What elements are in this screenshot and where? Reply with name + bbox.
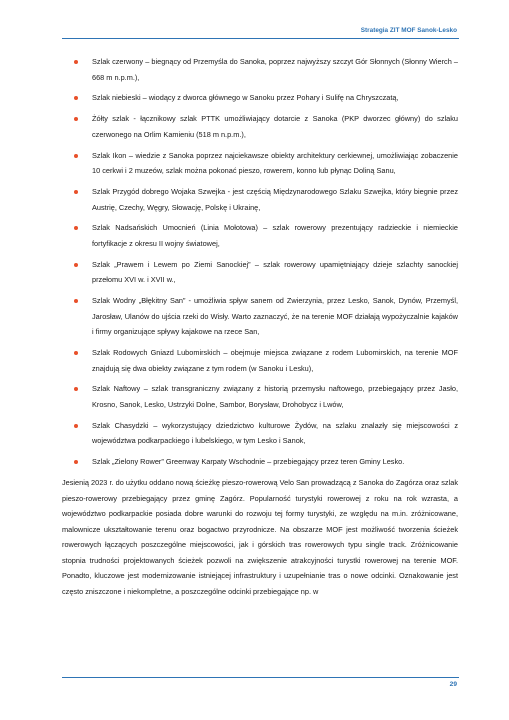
list-item xyxy=(62,381,458,412)
list-item-text: Szlak Wodny „Błękitny San” - umożliwia spływ sanem od Zwierzynia, przez Lesko, Sanok, Dynów, Przemyśl, Jarosław, Ulanów do ujścia rzeki do Wisły. Warto zaznaczyć, że na terenie MOF działają wypożyczalnie kajaków i firmy organizujące spływy kajakowe na rzece San, xyxy=(92,296,458,337)
list-item xyxy=(62,148,458,179)
page-body xyxy=(62,54,458,600)
list-item-text: Szlak Przygód dobrego Wojaka Szwejka - jest częścią Międzynarodowego Szlaku Szwejka, który biegnie przez Austrię, Czechy, Węgry, Słowację, Polskę i Ukrainę, xyxy=(92,186,458,212)
bullet-icon xyxy=(74,226,78,230)
list-item-text: Szlak „Prawem i Lewem po Ziemi Sanockiej” – szlak rowerowy upamiętniający dzieje szlachty sanockiej przełomu XVI w. i XVII w., xyxy=(92,259,458,285)
bullet-icon xyxy=(74,96,78,100)
bullet-icon xyxy=(74,424,78,428)
bullet-icon xyxy=(74,60,78,64)
trail-list xyxy=(62,54,458,470)
bullet-icon xyxy=(74,351,78,355)
list-item xyxy=(62,111,458,142)
list-item xyxy=(62,184,458,215)
list-item xyxy=(62,418,458,449)
bullet-icon xyxy=(74,387,78,391)
bullet-icon xyxy=(74,299,78,303)
list-item xyxy=(62,54,458,85)
list-item-text: Szlak Ikon – wiedzie z Sanoka poprzez najciekawsze obiekty architektury cerkiewnej, umożliwiając zobaczenie 10 cerkwi i 2 muzeów, szlak można pokonać pieszo, rowerem, konno lub płynąc Doliną Sanu, xyxy=(92,150,458,176)
header-divider xyxy=(62,38,459,39)
list-item xyxy=(62,257,458,288)
list-item-text: Szlak Chasydzki – wykorzystujący dziedzictwo kulturowe Żydów, na szlaku znalazły się miejscowości z województwa podkarpackiego i lubelskiego, w tym Lesko i Sanok, xyxy=(92,420,458,446)
list-item-text: Szlak niebieski – wiodący z dworca głównego w Sanoku przez Pohary i Sulifę na Chryszczatą, xyxy=(92,93,399,103)
list-item xyxy=(62,345,458,376)
footer-divider xyxy=(62,677,459,678)
list-item-text: Szlak Rodowych Gniazd Lubomirskich – obejmuje miejsca związane z rodem Lubomirskich, na terenie MOF znajdują się dwa obiekty związane z tym rodem (w Sanoku i Lesku), xyxy=(92,348,458,373)
list-item xyxy=(62,220,458,251)
list-item-text: Szlak Nadsańskich Umocnień (Linia Mołotowa) – szlak rowerowy prezentujący radzieckie i niemieckie fortyfikacje z okresu II wojny światowej, xyxy=(92,223,458,248)
page-number: 29 xyxy=(449,681,457,688)
bullet-icon xyxy=(74,117,78,121)
bullet-icon xyxy=(74,460,78,464)
bullet-icon xyxy=(74,190,78,194)
body-paragraph: Jesienią 2023 r. do użytku oddano nową ścieżkę pieszo-rowerową Velo San prowadzącą z Sanoka do Zagórza oraz szlak pieszo-rowerowy przebiegający przez gminę Zagórz. Popularność turystyki rowerowej z roku na rok wzrasta, a województwo podkarpackie posiada dobre warunki do rozwoju tej formy turystyki, ze względu na m.in. zróżnicowane, malownicze ukształtowanie terenu oraz bogactwo przyrodnicze. Na obszarze MOF jest możliwość tworzenia ścieżek rowerowych łączących poszczególne miejscowości, jak i górskich tras rowerowych typu single track. Zróżnicowanie stopnia trudności projektowanych ścieżek pozwoli na zwiększenie atrakcyjności turystki rowerowej na terenie MOF. Ponadto, kluczowe jest modernizowanie istniejącej infrastruktury i uzupełnianie tras o nowe odcinki. Oznakowanie jest często zniszczone i niekompletne, a poszczególne odcinki przebiegające np. w xyxy=(62,477,458,597)
list-item-text: Żółty szlak - łącznikowy szlak PTTK umożliwiający dotarcie z Sanoka (PKP dworzec główny) do szlaku czerwonego na Orlim Kamieniu (518 m n.p.m.), xyxy=(92,114,458,139)
list-item xyxy=(62,90,458,106)
list-item xyxy=(62,454,458,470)
list-item-text: Szlak „Zielony Rower” Greenway Karpaty Wschodnie – przebiegający przez teren Gminy Lesko. xyxy=(92,457,405,467)
list-item-text: Szlak Naftowy – szlak transgraniczny związany z historią przemysłu naftowego, przebiegający przez Jasło, Krosno, Sanok, Lesko, Ustrzyki Dolne, Sambor, Borysław, Drohobycz i Lwów, xyxy=(92,384,458,409)
bullet-icon xyxy=(74,263,78,267)
page-header-title: Strategia ZIT MOF Sanok-Lesko xyxy=(360,27,457,34)
list-item-text: Szlak czerwony – biegnący od Przemyśla do Sanoka, poprzez najwyższy szczyt Gór Słonnych (Słonny Wierch – 668 m n.p.m.), xyxy=(92,57,458,82)
list-item xyxy=(62,293,458,340)
bullet-icon xyxy=(74,154,78,158)
